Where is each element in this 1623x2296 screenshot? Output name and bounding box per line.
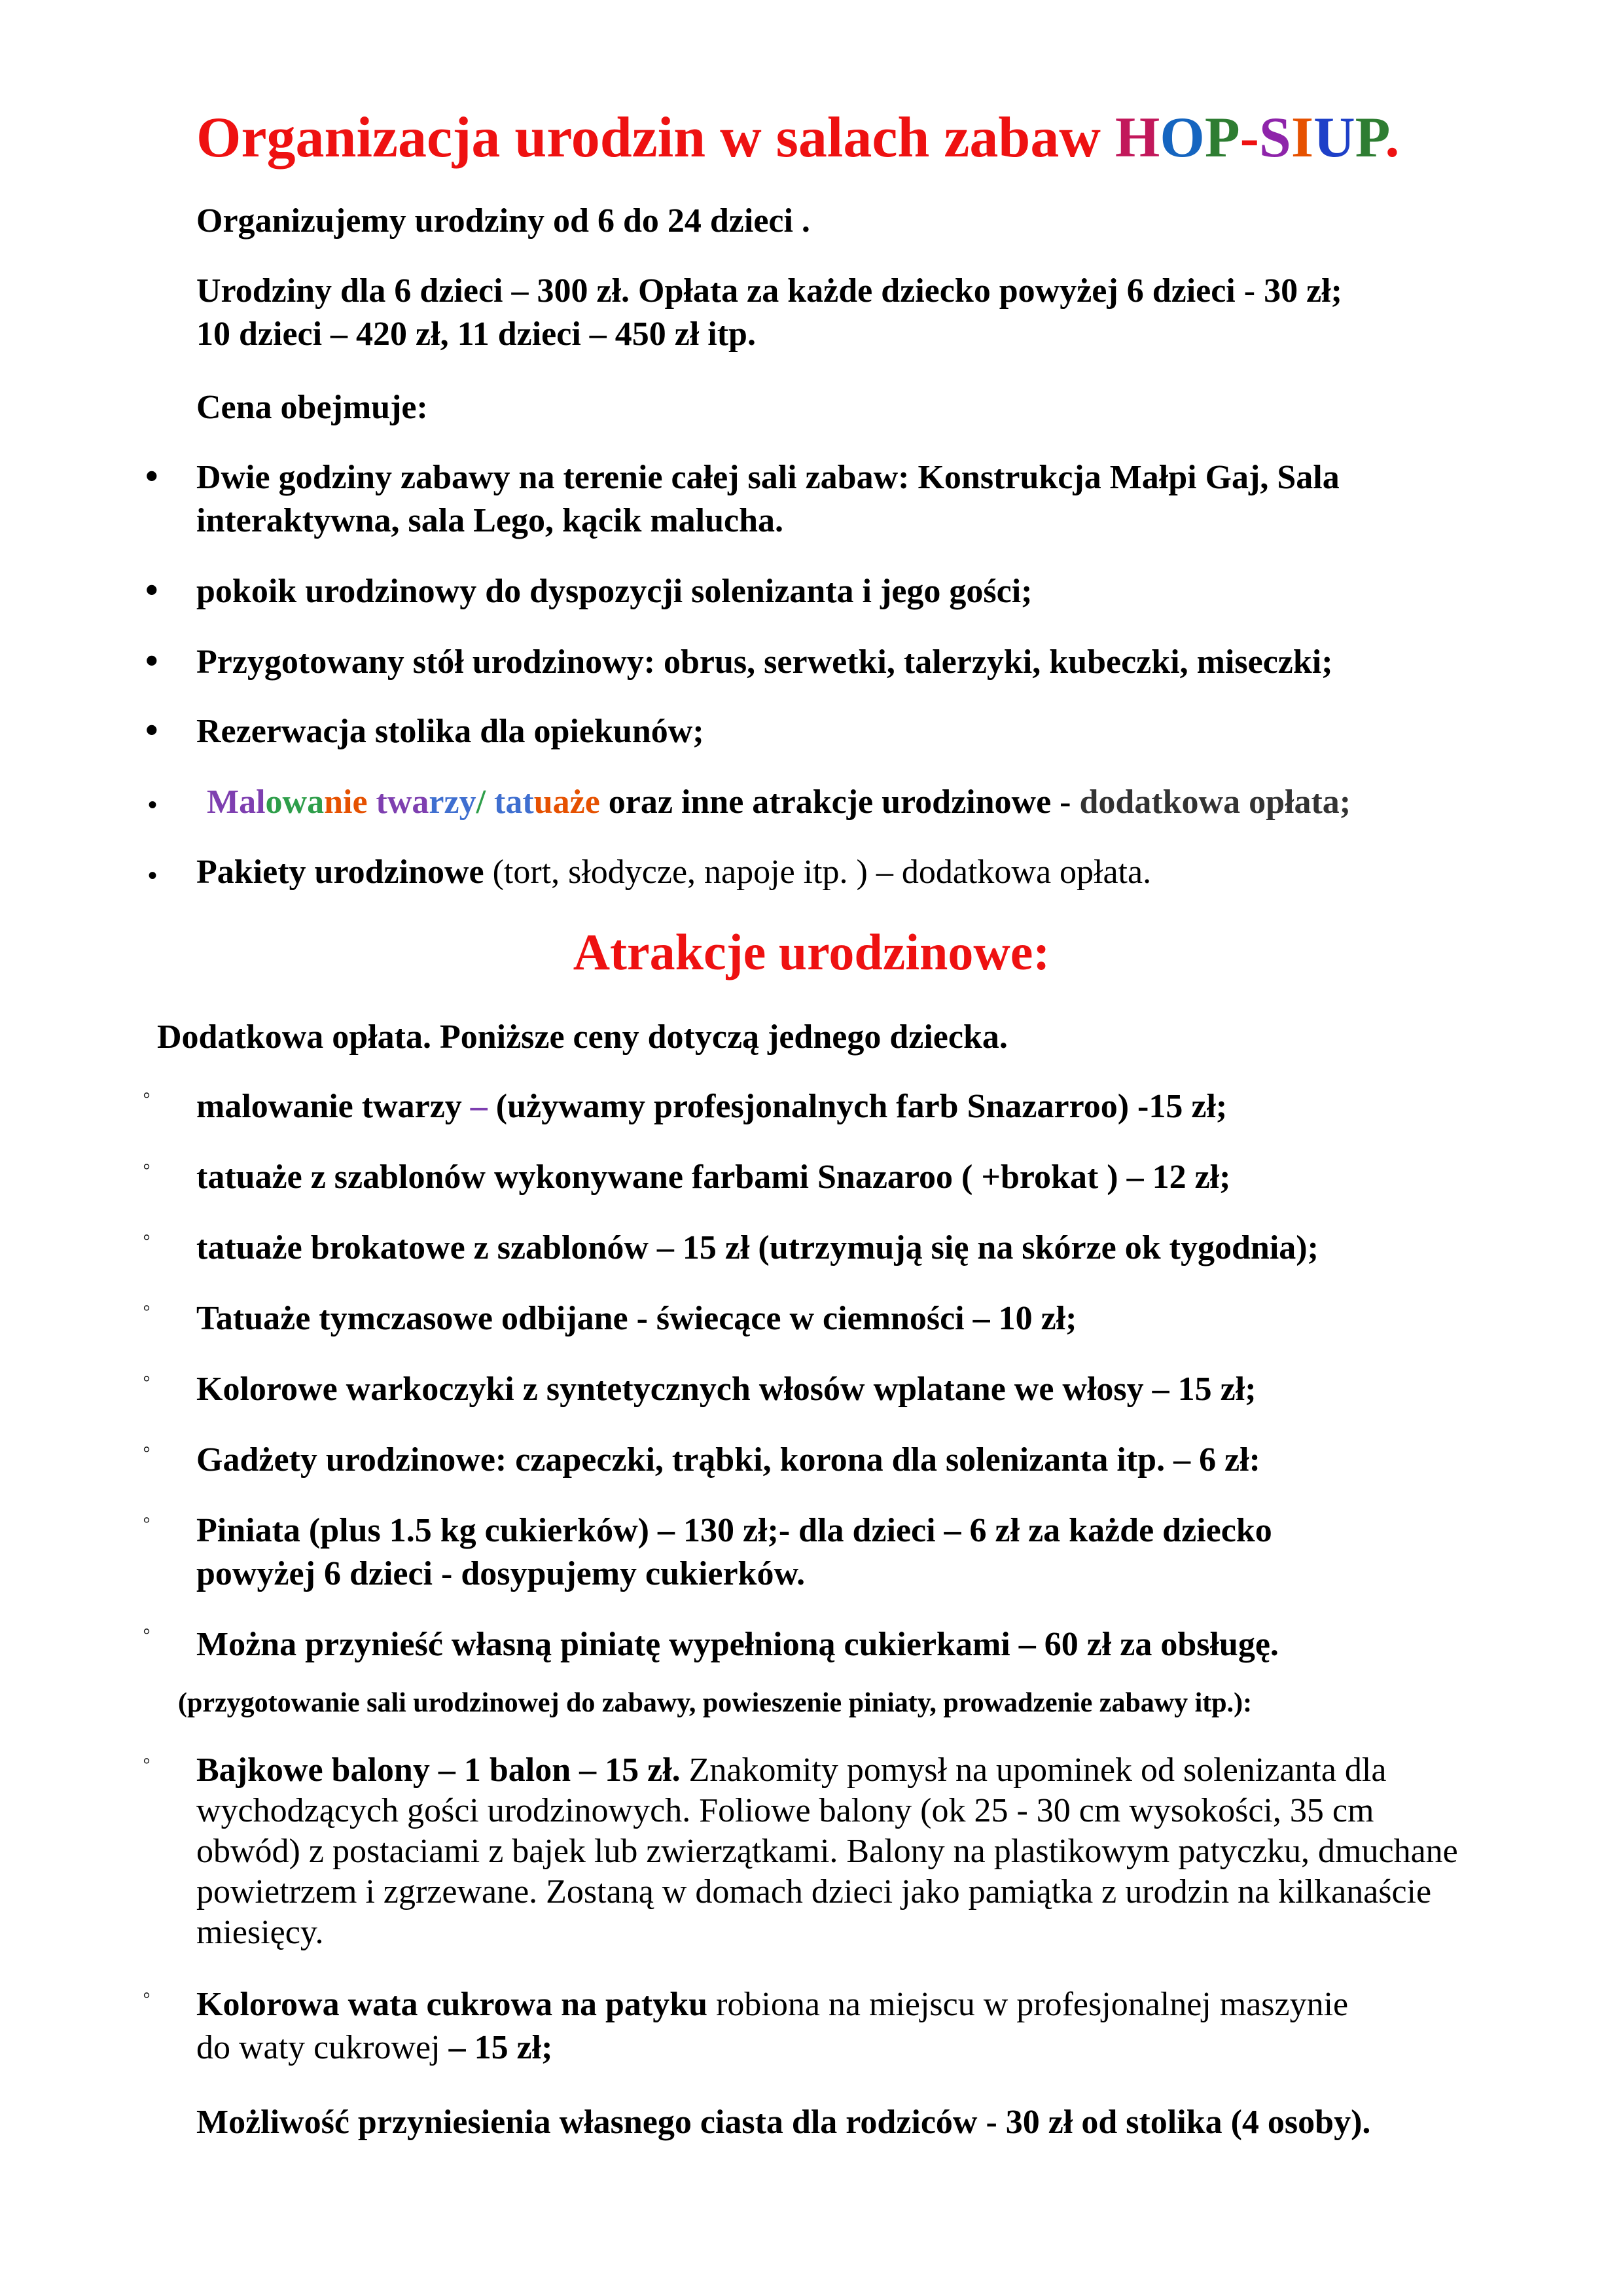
brand-letter: S [1258, 106, 1291, 170]
colored-text-fragment: twa [376, 783, 429, 821]
bullet-icon: • [145, 570, 158, 611]
attraction-9-rest: Znakomity pomysł na upominek od solenizanta dla [680, 1751, 1387, 1789]
brand-letter: P [1355, 106, 1385, 170]
include-item-6 [196, 851, 1151, 894]
attraction-8: Można przynieść własną piniatę wypełnioną cukierkami – 60 zł za obsługę. [196, 1626, 1279, 1663]
colored-text-fragment: nie [324, 783, 376, 821]
page-title [196, 105, 1571, 171]
circle-bullet-icon: ◦ [143, 1225, 151, 1249]
include-item-3: Przygotowany stół urodzinowy: obrus, serwetki, talerzyki, kubeczki, miseczki; [196, 643, 1333, 681]
price-line-2: 10 dzieci – 420 zł, 11 dzieci – 450 zł itp. [196, 315, 756, 353]
colored-text-fragment: / [476, 783, 495, 821]
attraction-10-line-2 [196, 2026, 552, 2070]
circle-bullet-icon: ◦ [143, 1155, 151, 1179]
attraction-1-part-1: malowanie twarzy [196, 1088, 471, 1125]
brand-letter: U [1313, 106, 1355, 170]
colored-text-fragment: Mal [207, 783, 266, 821]
extra-fee-text: dodatkowa opłata; [1079, 783, 1351, 821]
includes-label: Cena obejmuje: [196, 389, 428, 426]
colored-text-fragment: uaże [533, 783, 600, 821]
attractions-heading: Atrakcje urodzinowe: [573, 924, 1050, 980]
attraction-10-line-1 [196, 1983, 1348, 2026]
attraction-9-line-3: obwód) z postaciami z bajek lub zwierzątkami. Balony na plastikowym patyczku, dmuchane [196, 1833, 1458, 1870]
attraction-9-bold: Bajkowe balony – 1 balon – 15 zł. [196, 1751, 681, 1789]
attraction-10-line-2-bold: – 15 zł; [448, 2029, 553, 2066]
include-item-5 [207, 781, 1351, 824]
include-item-6-rest: (tort, słodycze, napoje itp. ) – dodatkowa opłata. [484, 853, 1152, 891]
colored-text-fragment: rzy [429, 783, 476, 821]
brand-letter: . [1385, 106, 1400, 170]
include-item-1-line-2: interaktywna, sala Lego, kącik malucha. [196, 502, 784, 539]
brand-letter: - [1240, 106, 1259, 170]
final-note: Możliwość przyniesienia własnego ciasta dla rodziców - 30 zł od stolika (4 osoby). [196, 2104, 1371, 2141]
attraction-8-note: (przygotowanie sali urodzinowej do zabawy, powieszenie piniaty, prowadzenie zabawy itp.): [178, 1688, 1253, 1718]
attraction-7-line-1: Piniata (plus 1.5 kg cukierków) – 130 zł;- dla dzieci – 6 zł za każde dziecko [196, 1512, 1272, 1549]
attraction-1-part-2: (używamy profesjonalnych farb Snazarroo) -15 zł; [487, 1088, 1228, 1125]
attraction-3: tatuaże brokatowe z szablonów – 15 zł (utrzymują się na skórze ok tygodnia); [196, 1229, 1319, 1266]
brand-letter: H [1115, 106, 1160, 170]
brand-letter: I [1291, 106, 1314, 170]
circle-bullet-icon: ◦ [143, 1083, 151, 1107]
circle-bullet-icon: ◦ [143, 1619, 151, 1643]
bullet-icon: • [145, 641, 158, 681]
circle-bullet-icon: ◦ [143, 1296, 151, 1320]
include-item-5-rest: oraz inne atrakcje urodzinowe - [599, 783, 1080, 821]
circle-bullet-icon: ◦ [143, 1983, 151, 2007]
attractions-intro: Dodatkowa opłata. Poniższe ceny dotyczą jednego dziecka. [157, 1018, 1008, 1056]
circle-bullet-icon: ◦ [143, 1367, 151, 1391]
brand-letter: P [1204, 106, 1240, 170]
bullet-icon: • [148, 861, 158, 890]
brand-name-hop-siup [1115, 106, 1399, 170]
attraction-10-line-2-plain: do waty cukrowej [196, 2029, 449, 2066]
title-text: Organizacja urodzin w salach zabaw [196, 106, 1115, 170]
brand-letter: O [1160, 106, 1205, 170]
colored-text-fragment: tat [494, 783, 534, 821]
price-line-1: Urodziny dla 6 dzieci – 300 zł. Opłata za każde dziecko powyżej 6 dzieci - 30 zł; [196, 272, 1342, 310]
attraction-2: tatuaże z szablonów wykonywane farbami Snazaroo ( +brokat ) – 12 zł; [196, 1158, 1231, 1196]
attraction-5: Kolorowe warkoczyki z syntetycznych włosów wplatane we włosy – 15 zł; [196, 1371, 1257, 1408]
circle-bullet-icon: ◦ [143, 1749, 151, 1773]
attraction-1-dash: – [470, 1088, 488, 1125]
include-item-2: pokoik urodzinowy do dyspozycji solenizanta i jego gości; [196, 573, 1033, 610]
attraction-6: Gadżety urodzinowe: czapeczki, trąbki, korona dla solenizanta itp. – 6 zł: [196, 1441, 1260, 1479]
colored-text-fragment: owa [265, 783, 325, 821]
attraction-1 [196, 1085, 1227, 1128]
bullet-icon: • [145, 456, 158, 497]
attraction-9-line-4: powietrzem i zgrzewane. Zostaną w domach dzieci jako pamiątka z urodzin na kilkanaście [196, 1873, 1432, 1910]
attraction-4: Tatuaże tymczasowe odbijane - świecące w ciemności – 10 zł; [196, 1300, 1077, 1337]
face-paint-colored-text [207, 783, 600, 821]
circle-bullet-icon: ◦ [143, 1508, 151, 1532]
intro-line: Organizujemy urodziny od 6 do 24 dzieci . [196, 202, 810, 240]
bullet-icon: • [148, 790, 158, 819]
attraction-9-line-5: miesięcy. [196, 1914, 324, 1951]
attraction-9-line-2: wychodzących gości urodzinowych. Foliowe balony (ok 25 - 30 cm wysokości, 35 cm [196, 1792, 1374, 1829]
attraction-10-bold: Kolorowa wata cukrowa na patyku [196, 1986, 708, 2023]
bullet-icon: • [145, 710, 158, 751]
include-item-4: Rezerwacja stolika dla opiekunów; [196, 713, 704, 750]
attraction-9-line-1 [196, 1750, 1386, 1791]
attraction-7-line-2: powyżej 6 dzieci - dosypujemy cukierków. [196, 1555, 806, 1592]
include-item-6-bold: Pakiety urodzinowe [196, 853, 484, 891]
include-item-1-line-1: Dwie godziny zabawy na terenie całej sali zabaw: Konstrukcja Małpi Gaj, Sala [196, 459, 1340, 496]
attraction-10-rest: robiona na miejscu w profesjonalnej maszynie [707, 1986, 1349, 2023]
circle-bullet-icon: ◦ [143, 1437, 151, 1462]
